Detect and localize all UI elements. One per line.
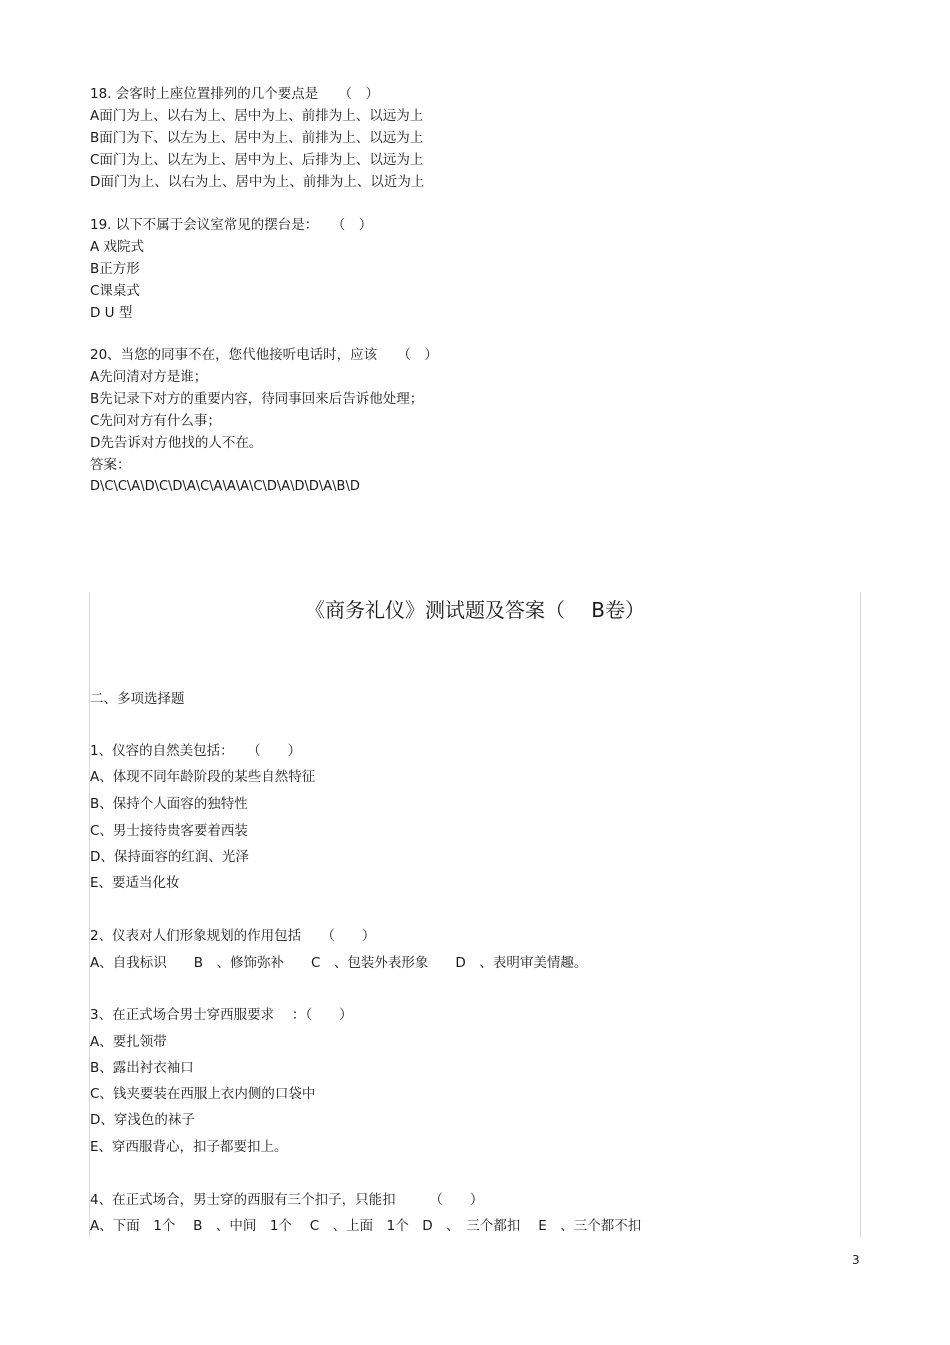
question-3-option-b: B、露出衬衣袖口	[90, 1060, 194, 1076]
question-1-option-b: B、保持个人面容的独特性	[90, 796, 248, 812]
question-1-option-d: D、保持面容的红润、光泽	[90, 849, 249, 865]
question-3-option-a: A、要扎领带	[90, 1034, 167, 1050]
question-20-option-a: A先问清对方是谁；	[90, 369, 208, 385]
question-18-option-a: A面门为上、以右为上、居中为上、前排为上、以远为上	[90, 108, 424, 124]
question-1-stem: 1、仪容的自然美包括： （ ）	[90, 743, 302, 759]
question-1-option-e: E、要适当化妆	[90, 875, 180, 891]
question-20-option-d: D先告诉对方他找的人不在。	[90, 435, 263, 451]
question-19-stem: 19. 以下不属于会议室常见的摆台是： （ ）	[90, 217, 373, 233]
answer-key: D\C\C\A\D\C\D\A\C\A\A\A\C\D\A\D\D\A\B\D	[90, 479, 360, 494]
question-1-option-a: A、体现不同年龄阶段的某些自然特征	[90, 769, 316, 785]
question-3-option-c: C、钱夹要装在西服上衣内侧的口袋中	[90, 1086, 316, 1102]
answer-label: 答案：	[90, 457, 131, 473]
question-20-stem: 20、当您的同事不在，您代他接听电话时，应该 （ ）	[90, 347, 438, 363]
question-1-option-c: C、男士接待贵客要着西装	[90, 823, 248, 839]
frame-right-line	[860, 592, 861, 1237]
question-2-options: A、自我标识 B 、修饰弥补 C 、包装外表形象 D 、表明审美情趣。	[90, 955, 588, 971]
question-3-option-e: E、穿西服背心，扣子都要扣上。	[90, 1139, 288, 1155]
page-number: 3	[852, 1253, 860, 1267]
question-19-option-a: A 戏院式	[90, 239, 145, 255]
question-3-option-d: D、穿浅色的袜子	[90, 1112, 195, 1128]
question-20-option-b: B先记录下对方的重要内容，待同事回来后告诉他处理；	[90, 391, 424, 407]
question-18-stem: 18. 会客时上座位置排列的几个要点是 （ ）	[90, 86, 380, 102]
question-4-options: A、下面 1个 B 、中间 1个 C 、上面 1个 D 、 三个都扣 E 、三个都不扣	[90, 1218, 642, 1234]
question-20-option-c: C先问对方有什么事；	[90, 413, 221, 429]
question-18-option-c: C面门为上、以左为上、居中为上、后排为上、以远为上	[90, 152, 424, 168]
section-heading: 二、多项选择题	[90, 691, 185, 707]
page-title: 《商务礼仪》测试题及答案（ B卷）	[304, 598, 646, 622]
question-3-stem: 3、在正式场合男士穿西服要求 ：（ ）	[90, 1007, 353, 1023]
question-18-option-d: D面门为上、以右为上、居中为上、前排为上、以近为上	[90, 174, 425, 190]
question-18-option-b: B面门为下、以左为上、居中为上、前排为上、以远为上	[90, 130, 424, 146]
question-19-option-d: D U 型	[90, 305, 133, 321]
question-2-stem: 2、仪表对人们形象规划的作用包括 （ ）	[90, 928, 376, 944]
question-19-option-c: C课桌式	[90, 283, 140, 299]
question-4-stem: 4、在正式场合，男士穿的西服有三个扣子，只能扣 （ ）	[90, 1192, 484, 1208]
question-19-option-b: B正方形	[90, 261, 140, 277]
